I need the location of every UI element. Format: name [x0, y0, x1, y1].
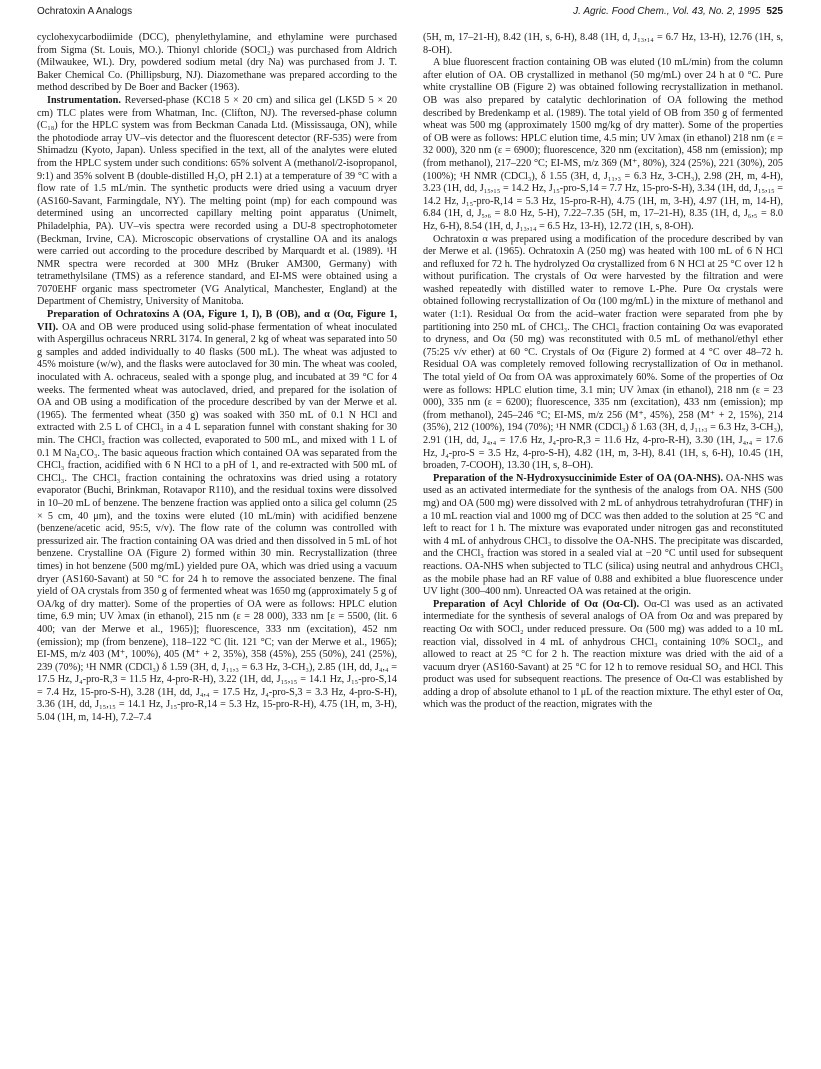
- preparation-ochratoxins-text: OA and OB were produced using solid-phase fermentation of wheat inoculated with Aspergillus ochraceus NRRL 3174. In general, 2 kg of wheat was separated into 50 g samples and added individually to 40 flasks (500 mL). The wheat was adjusted to 45% moisture (w/w), and the flasks were autoclaved for 30 min. The wheat was cooled, inoculated with A. ochraceus, sealed with a sponge plug, and incubated at 39 °C for 4 weeks. The fermented wheat was autoclaved, dried, and prepared for the isolation of OA and OB using a modification of the procedure described by van der Merwe et al. (1965). The fermented wheat (350 g) was soaked with 350 mL of 0.1 N HCl and extracted with 2.5 L of CHCl₃ in a 4 L separation funnel with constant shaking for 30 min. The CHCl₃ fraction was collected, evaporated to 500 mL, and mixed with 1 L of 0.1 M Na₂CO₃. The basic aqueous fraction which contained OA was separated from the CHCl₃ fraction, acidified with 6 N HCl to a pH of 1, and re-extracted with 500 mL of CHCl₃. The CHCl₃ fraction containing the ochratoxins was dried using a rotatory evaporator (Buchi, Brinkman, Rotavapor R110), and the residual toxins were dissolved in 10–20 mL of benzene. The benzene fraction was applied onto a silica gel column (25 × 5 cm, 40 μm), and the toxins were eluted (10 mL/min) with acidified benzene (benzene/acetic acid, 95:5, v/v). The flow rate of the column was controlled with pressurized air. The fraction containing OA was dried and then dissolved in 5 mL of hot benzene. Crystalline OA (Figure 2) formed within 30 min. Recrystallization (three times) in hot benzene (500 mg/mL) yielded pure OA, which was dried using a vacuum dryer (AS160-Savant) at 50 °C for 24 h to remove the associated benzene. The final yield of OA crystals from 350 g of fermented wheat was 1650 mg (approximately 5 g of OA/kg of dry matter). Some of the properties of OA were as follows: HPLC elution time, 6.9 min; UV λmax (in ethanol), 215 nm (ε = 28 000), 333 nm [ε = 5500, (lit. 6 400; van der Merwe et al., 1965)]; fluorescence, 333 nm (excitation), 452 nm (emission); mp (from benzene), 118–122 °C (lit. 121 °C; van der Merwe et al., 1965); EI-MS, m/z 403 (M⁺, 100%), 405 (M⁺ + 2, 35%), 358 (45%), 255 (50%), 241 (25%), 239 (70%); ¹H NMR (CDCl₃) δ 1.59 (3H, d, J₁₁,₃ = 6.3 Hz, 3-CH₃), 2.85 (1H, dd, J₄,₄ = 17.5 Hz, J₄-pro-R,3 = 11.5 Hz, 4-pro-R-H), 3.22 (1H, dd, J₁₅,₁₅ = 14.1 Hz, J₁₅-pro-S,14 = 7.4 Hz, 15-pro-S-H), 3.28 (1H, dd, J₄,₄ = 17.5 Hz, J₄-pro-S,3 = 3.3 Hz, 4-pro-S-H), 3.36 (1H, dd, J₁₅,₁₅ = 14.1 Hz, J₁₅-pro-R,14 = 5.3 Hz, 15-pro-R-H), 4.75 (1H, m, 3-H), 5.04 (1H, m, 14-H), 7.2–7.4: [37, 321, 397, 724]
- section-heading-preparation-ochratoxins: Preparation of Ochratoxins A (OA, Figure 1, I), B (OB), and α (Oα, Figure 1, VII).: [37, 309, 397, 333]
- acyl-chloride-text: Oα-Cl was used as an activated intermediate for the synthesis of several analogs of OA from Oα and was prepared by reacting Oα with SOCl₂ under reduced pressure. Oα (500 mg) was added to a 10 mL reaction vial, dissolved in 4 mL of anhydrous CHCl₃ containing 10% SOCl₂, and allowed to react at 25 °C for 2 h. The reaction mixture was dried with the aid of a vacuum dryer (AS160-Savant) at 25 °C for 12 h to remove residual SO₂ and HCl. This product was used for subsequent reactions. The presence of Oα-Cl was established by adding a drop of absolute ethanol to 1 μL of the reaction mixture. The ethyl ester of Oα, which was the product of the reaction, migrates with the: [423, 598, 783, 711]
- running-header: [37, 6, 783, 28]
- paragraph-ochratoxin-alpha: Ochratoxin α was prepared using a modification of the procedure described by van der Merwe et al. (1965). Ochratoxin A (250 mg) was heated with 100 mL of 6 N HCl and refluxed for 72 h. The hydrolyzed Oα crystallized from 6 N HCl at 25 °C over 12 h without purification. The crystals of Oα were harvested by the filtration and were washed repeatedly with distilled water to remove L-Phe. Pure Oα crystals were obtained following recrystallization of Oα (100 mg/mL) in the mixture of methanol and water (1:1). Residual Oα from the acid–water fraction were separated from phe by partitioning into 250 mL of CHCl₃. The CHCl₃ fraction containing Oα was evaporated to dryness, and Oα (50 mg) was reconstituted with 0.5 mL of methanol/ethyl ether (75:25 v/v ether) at 60 °C. Crystals of Oα (Figure 2) formed at 4 °C over 48–72 h. Residual OA was completely removed following recrystallization of Oα in methanol. The total yield of Oα from OA was approximately 60%. Some of the properties of Oα were as follows: HPLC elution time, 3.1 min; UV λmax (in ethanol), 218 nm (ε = 23 000), 335 nm (ε = 6200); fluorescence, 335 nm (excitation), 433 nm (emission); mp (from methanol), 245–246 °C; EI-MS, m/z 256 (M⁺, 45%), 258 (M⁺ + 2, 15%), 214 (35%), 212 (100%), 194 (70%); ¹H NMR (CDCl₃) δ 1.63 (3H, d, J₁₁,₃ = 6.3 Hz, 3-CH₃), 2.91 (1H, dd, J₄,₄ = 17.6 Hz, J₄-pro-R,3 = 11.6 Hz, 4-pro-R-H), 3.30 (1H, J₄,₄ = 17.6 Hz, J₄-pro-S = 3.5 Hz, 4-pro-S-H), 4.82 (1H, m, 3-H), 8.41 (1H, s, 6-H), 10.45 (1H, broaden, 7-COOH), 13.30 (1H, s, 8–OH).: [423, 233, 783, 472]
- oa-nhs-text: OA-NHS was used as an activated intermediate for the synthesis of the analogs from OA. NHS (500 mg) and OA (500 mg) were dissolved with 2 mL of anhydrous tetrahydrofuran (THF) in a 10 mL reaction vial and 1000 mg of DCC was then added to the solution at 25 °C and left to react for 1 h. The mixture was evaporated under nitrogen gas and reconstituted with 4 mL of anhydrous CHCl₃ to dissolve the OA-NHS. The precipitate was discarded, and the CHCl₃ fraction was stored in a sealed vial at −20 °C until used for subsequent reactions. OA-NHS when subjected to TLC (silica) using neutral and anhydrous CHCl₃ as the mobile phase had an RF value of 0.88 and exhibited a blue fluorescence under UV light (300–400 nm). Unreacted OA was retained at the origin.: [423, 472, 783, 598]
- paragraph-oa-nhs: [423, 473, 783, 599]
- page-number: 525: [766, 6, 783, 17]
- instrumentation-text: Reversed-phase (KC18 5 × 20 cm) and silica gel (LK5D 5 × 20 cm) TLC plates were from Whatman, Inc. (Clifton, NJ). The reversed-phase column (C₁₈) for the HPLC system was from Beckman Canada Ltd. (Mississauga, ON), while the photodiode array UV–vis detector and the fluorescent detector (RF-535) were from Shimadzu (Kyoto, Japan). Unless specified in the text, all of the analytes were eluted from the HPLC system under such conditions: 65% solvent A (methanol/2-isopropanol, 9:1) and 35% solvent B (double-distilled H₂O, pH 2.1) at a temperature of 39 °C with a flow rate of 1.5 mL/min. The synthetic products were dried using a vacuum dryer (AS160-Savant, Farmingdale, NY). The melting point (mp) for each compound was determined using an uncorrected capillary melting point apparatus (Unimelt, Philadelphia, PA). UV–vis spectra were recorded using a DU-8 spectrophotometer (Beckman, Irvine, CA). Microscopic observations of crystalline OA and its analogs were carried out according to the procedure described by Marquardt et al. (1989). ¹H NMR spectra were recorded at 300 MHz (Bruker AM300, Germany) with tetramethylsilane (TMS) as a reference standard, and EI-MS were obtained using a 7070EHF organic mass spectrometer (VG Analytical, Manchester, England) at the Department of Chemistry, University of Manitoba.: [37, 94, 397, 308]
- paragraph-continued: (5H, m, 17–21-H), 8.42 (1H, s, 6-H), 8.48 (1H, d, J₁₃,₁₄ = 6.7 Hz, 13-H), 12.76 (1H, s, 8-OH).: [423, 32, 783, 56]
- two-column-body: [37, 32, 783, 725]
- right-column: [423, 32, 783, 725]
- section-heading-oa-nhs: Preparation of the N-Hydroxysuccinimide Ester of OA (OA-NHS).: [433, 472, 724, 484]
- paragraph-materials: cyclohexycarbodiimide (DCC), phenylethylamine, and ethylamine were purchased from Sigma (St. Louis, MO.). Thionyl chloride (SOCl₂) was purchased from Aldrich (Milwaukee, WI.). Dry, powdered sodium metal (dry Na) was purchased from J. T. Baker Chemical Co. (Phillipsburg, NJ). Diazomethane was prepared according to the method described by De Boer and Backer (1963).: [37, 32, 397, 94]
- journal-citation: [573, 6, 783, 17]
- running-title: Ochratoxin A Analogs: [37, 6, 133, 17]
- paragraph-preparation-ochratoxins: [37, 309, 397, 725]
- left-column: [37, 32, 397, 725]
- journal-name: J. Agric. Food Chem., Vol. 43, No. 2, 1995: [573, 6, 761, 17]
- section-heading-instrumentation: Instrumentation.: [47, 94, 121, 106]
- section-heading-acyl-chloride: Preparation of Acyl Chloride of Oα (Oα-Cl).: [433, 598, 640, 610]
- paragraph-acyl-chloride: [423, 599, 783, 712]
- paragraph-ob: A blue fluorescent fraction containing OB was eluted (10 mL/min) from the column after elution of OA. OB crystallized in methanol (50 mg/mL) over 24 h at 0 °C. Pure white crystalline OB (Figure 2) was obtained following recrystallization in methanol. OB was also prepared by catalytic dechlorination of OA following the method described by Bredenkamp et al. (1989). The total yield of OB from 350 g of fermented wheat was 500 mg (approximately 1500 mg/kg of dry matter). Some of the properties of OB were as follows: HPLC elution time, 4.5 min; UV λmax (in ethanol) 218 nm (ε = 32 000), 320 nm (ε = 6900); fluorescence, 320 nm (excitation), 458 nm (emission); mp (from methanol), 217–220 °C; EI-MS, m/z 369 (M⁺, 80%), 324 (25%), 221 (30%), 205 (100%); ¹H NMR (CDCl₃), δ 1.55 (3H, d, J₁₁,₃ = 6.3 Hz, 3-CH₃), 2.98 (2H, m, 4-H), 3.23 (1H, dd, J₁₅,₁₅ = 14.2 Hz, J₁₅-pro-S,14 = 7.7 Hz, 15-pro-S-H), 3.34 (1H, dd, J₁₅,₁₅ = 14.2 Hz, J₁₅-pro-R,14 = 5.3 Hz, 15-pro-R-H), 4.75 (1H, m, 3-H), 4.97 (1H, m, 14-H), 6.84 (1H, d, J₅,₆ = 8.0 Hz, 5-H), 7.22–7.35 (5H, m, 17–21-H), 8.35 (1H, d, J₆,₅ = 8.0 Hz, 6-H), 8.54 (1H, d, J₁₃,₁₄ = 6.5 Hz, 13-H), 12.72 (1H, s, 8-OH).: [423, 57, 783, 232]
- paragraph-instrumentation: [37, 95, 397, 309]
